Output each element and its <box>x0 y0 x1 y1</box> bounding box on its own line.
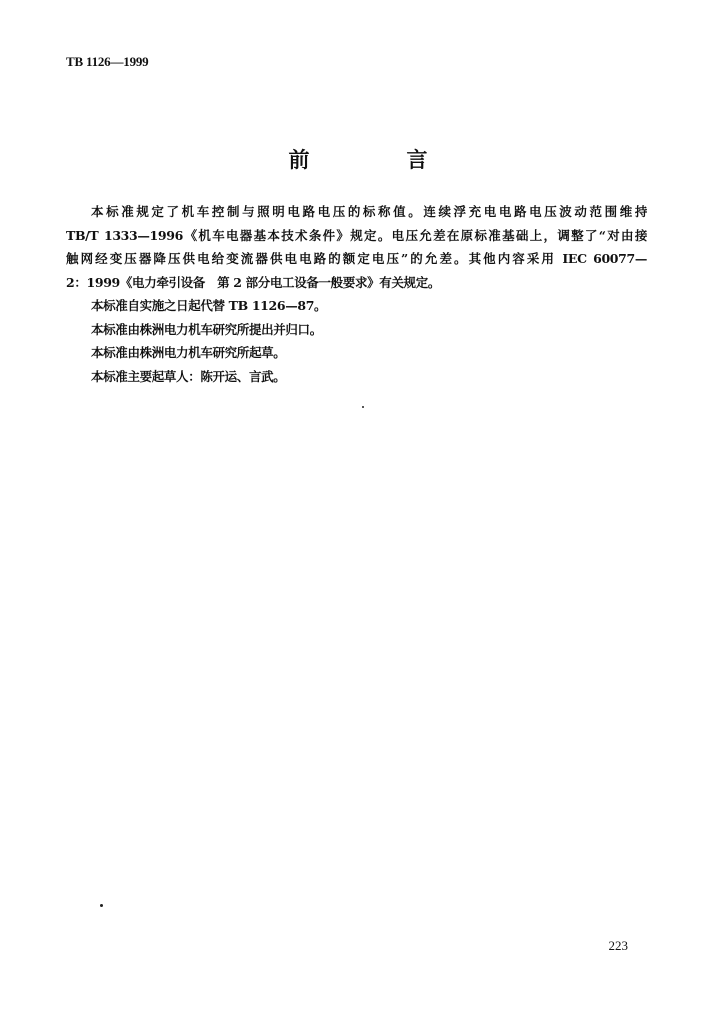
paragraph-1-line-2: TB/T 1333—1996《机车电器基本技术条件》规定。电压允差在原标准基础上，调整了“对由接 <box>66 227 647 243</box>
page-title: 前 言 <box>288 147 466 172</box>
paragraph-2: 本标准自实施之日起代替 TB 1126—87。 <box>91 298 327 313</box>
paragraph-4: 本标准由株洲电力机车研究所起草。 <box>91 345 286 360</box>
scan-speck <box>362 406 364 408</box>
foreword-body <box>66 200 647 388</box>
scan-speck <box>100 904 103 907</box>
paragraph-1-line-1: 本标准规定了机车控制与照明电路电压的标称值。连续浮充电电路电压波动范围维持 <box>91 204 647 219</box>
paragraph-1-line-3: 触网经变压器降压供电给变流器供电电路的额定电压”的允差。其他内容采用 IEC 60077— <box>66 251 647 266</box>
paragraph-1-line-4: 2：1999《电力牵引设备 第 2 部分电工设备一般要求》有关规定。 <box>66 274 440 290</box>
page-number: 223 <box>608 938 628 953</box>
paragraph-3: 本标准由株洲电力机车研究所提出并归口。 <box>91 321 322 337</box>
standard-code-header: TB 1126—1999 <box>66 54 149 69</box>
paragraph-5: 本标准主要起草人：陈开运、言武。 <box>91 368 286 384</box>
